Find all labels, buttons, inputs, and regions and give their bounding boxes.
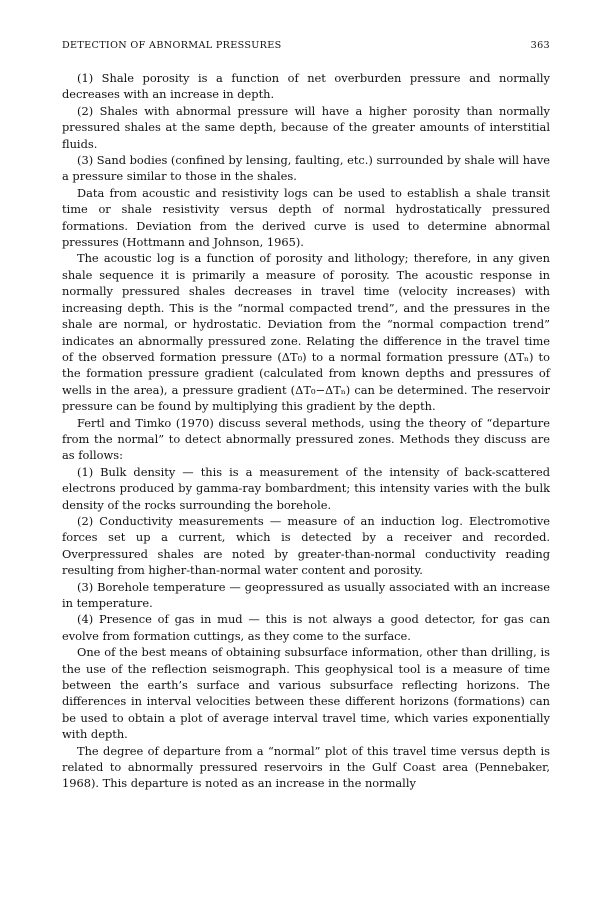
paragraph-gas-in-mud: (4) Presence of gas in mud — this is not always a good detector, for gas can evolve from formation cuttings, as they come to the surface.: [62, 612, 550, 643]
paragraph-fertl-timko: Fertl and Timko (1970) discuss several methods, using the theory of “departure from the normal” to detect abnormally pressured zones. Methods they discuss are as follows:: [62, 415, 550, 463]
running-header: [62, 40, 550, 54]
paragraph-reflection-seismograph: One of the best means of obtaining subsurface information, other than drilling, is the use of the reflection seismograph. This geophysical tool is a measure of time between the earth’s surface and various subsurface reflecting horizons. The differences in interval velocities between these different horizons (formations) can be used to obtain a plot of average interval travel time, which varies exponentially with depth.: [62, 645, 550, 742]
paragraph-sand-bodies: (3) Sand bodies (confined by lensing, faulting, etc.) surrounded by shale will have a pressure similar to those in the shales.: [62, 153, 550, 184]
paragraph-log-data: Data from acoustic and resistivity logs can be used to establish a shale transit time or shale resistivity versus depth of normal hydrostatically pressured formations. Deviation from the derived curve is used to determine abnormal pressures (Hottmann and Johnson, 1965).: [62, 185, 550, 250]
paragraph-shale-porosity: (1) Shale porosity is a function of net overburden pressure and normally decreases with an increase in depth.: [62, 71, 550, 102]
paragraph-conductivity: (2) Conductivity measurements — measure of an induction log. Electromotive forces set up a current, which is detected by a receiver and recorded. Overpressured shales are noted by greater-than-normal conductivity reading resulting from higher-than-normal water content and porosity.: [62, 513, 550, 578]
paragraph-departure-plot: The degree of departure from a “normal” plot of this travel time versus depth is related to abnormally pressured reservoirs in the Gulf Coast area (Pennebaker, 1968). This departure is noted as an increase in the normally: [62, 743, 550, 791]
paragraph-bulk-density: (1) Bulk density — this is a measurement of the intensity of back-scattered electrons produced by gamma-ray bombardment; this intensity varies with the bulk density of the rocks surrounding the borehole.: [62, 464, 550, 512]
chapter-title: DETECTION OF ABNORMAL PRESSURES: [62, 40, 282, 51]
document-page: [62, 40, 550, 880]
body-text: [62, 70, 550, 792]
paragraph-acoustic-log: The acoustic log is a function of porosity and lithology; therefore, in any given shale sequence it is primarily a measure of porosity. The acoustic response in normally pressured shales decreases in travel time (velocity increases) with increasing depth. This is the “normal compacted trend”, and the pressures in the shale are normal, or hydrostatic. Deviation from the “normal compaction trend” indicates an abnormally pressured zone. Relating the difference in the travel time of the observed formation pressure (ΔT₀) to a normal formation pressure (ΔTₙ) to the formation pressure gradient (calculated from known depths and pressures of wells in the area), a pressure gradient (ΔT₀−ΔTₙ) can be determined. The reservoir pressure can be found by multiplying this gradient by the depth.: [62, 251, 550, 414]
page-number: 363: [530, 40, 550, 51]
paragraph-borehole-temperature: (3) Borehole temperature — geopressured as usually associated with an increase in temperature.: [62, 579, 550, 610]
paragraph-abnormal-shales: (2) Shales with abnormal pressure will have a higher porosity than normally pressured shales at the same depth, because of the greater amounts of interstitial fluids.: [62, 103, 550, 151]
